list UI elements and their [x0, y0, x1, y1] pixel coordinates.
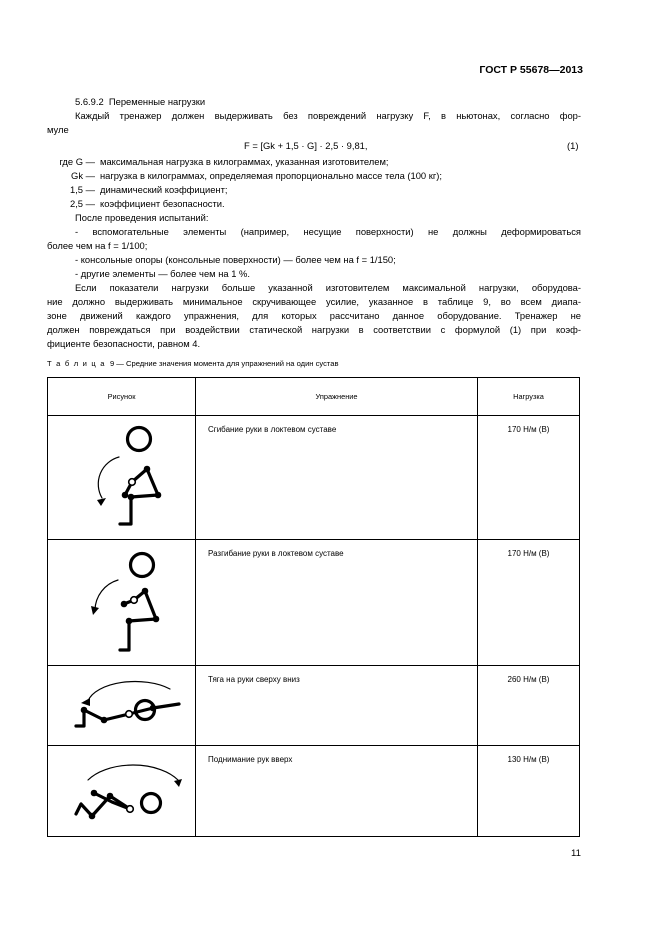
table-header-row [48, 378, 580, 416]
paragraph-line: должен повреждаться при воздействии статической нагрузки в соответствии с формулой (1) при коэф- [47, 324, 581, 335]
bullet-1-line-2: более чем на f = 1/100; [47, 240, 148, 251]
where-symbol: 1,5 — [69, 184, 95, 195]
load-cell: 130 Н/м (B) [478, 746, 580, 837]
formula: F = [Gk + 1,5 · G] · 2,5 · 9,81, [244, 140, 368, 151]
where-text: максимальная нагрузка в килограммах, указанная изготовителем; [100, 156, 389, 167]
table-row [48, 540, 580, 666]
section-heading [75, 95, 205, 109]
where-text: динамический коэффициент; [100, 184, 228, 195]
where-symbol: где G — [59, 156, 95, 167]
elbow-flexion-figure-icon [48, 416, 194, 538]
paragraph-line: фициенте безопасности, равном 4. [47, 338, 201, 349]
section-title: Переменные нагрузки [108, 96, 206, 107]
standard-header: ГОСТ Р 55678—2013 [479, 64, 583, 76]
header-load: Нагрузка [478, 378, 580, 416]
bullet-3: - другие элементы — более чем на 1 %. [75, 268, 250, 279]
where-text: коэффициент безопасности. [100, 198, 225, 209]
exercise-cell: Сгибание руки в локтевом суставе [196, 416, 478, 540]
bullet-2: - консольные опоры (консольные поверхности) — более чем на f = 1/150; [75, 254, 396, 265]
where-text: нагрузка в килограммах, определяемая пропорционально массе тела (100 кг); [100, 170, 442, 181]
figure-cell [48, 416, 196, 540]
page-number: 11 [571, 848, 581, 859]
after-tests-text: После проведения испытаний: [75, 212, 209, 223]
formula-number: (1) [567, 140, 579, 151]
header-exercise: Упражнение [196, 378, 478, 416]
table-caption-text: 9 — Средние значения момента для упражнений на один сустав [109, 359, 339, 368]
lat-pulldown-figure-icon [48, 666, 194, 744]
exercise-cell: Тяга на руки сверху вниз [196, 666, 478, 746]
paragraph-line: Если показатели нагрузки больше указанной изготовителем максимальной нагрузки, оборудова- [75, 282, 581, 293]
load-cell: 170 Н/м (B) [478, 540, 580, 666]
exercise-cell: Разгибание руки в локтевом суставе [196, 540, 478, 666]
intro-line-2: муле [47, 124, 69, 135]
table-caption [47, 359, 339, 368]
paragraph-line: ние должно выдерживать минимальное скручивающее усилие, указанное в таблице 9, во всем диапа- [47, 296, 581, 307]
figure-cell [48, 746, 196, 837]
intro-line-1: Каждый тренажер должен выдерживать без повреждений нагрузку F, в ньютонах, согласно фор- [75, 110, 581, 121]
header-figure: Рисунок [48, 378, 196, 416]
table-row [48, 666, 580, 746]
arm-raise-figure-icon [48, 746, 194, 835]
paragraph-line: зоне движений каждого упражнения, для которых рассчитано данное оборудование. Тренажер не [47, 310, 581, 321]
table-row [48, 416, 580, 540]
table-row [48, 746, 580, 837]
moment-table [47, 377, 580, 837]
where-symbol: 2,5 — [69, 198, 95, 209]
where-symbol: Gk — [71, 170, 95, 181]
figure-cell [48, 540, 196, 666]
elbow-extension-figure-icon [48, 540, 194, 664]
section-number: 5.6.9.2 [75, 96, 104, 107]
load-cell: 170 Н/м (B) [478, 416, 580, 540]
figure-cell [48, 666, 196, 746]
bullet-1-line-1: - вспомогательные элементы (например, несущие поверхности) не должны деформироваться [75, 226, 581, 237]
load-cell: 260 Н/м (B) [478, 666, 580, 746]
exercise-cell: Поднимание рук вверх [196, 746, 478, 837]
table-caption-label: Т а б л и ц а [47, 359, 106, 368]
